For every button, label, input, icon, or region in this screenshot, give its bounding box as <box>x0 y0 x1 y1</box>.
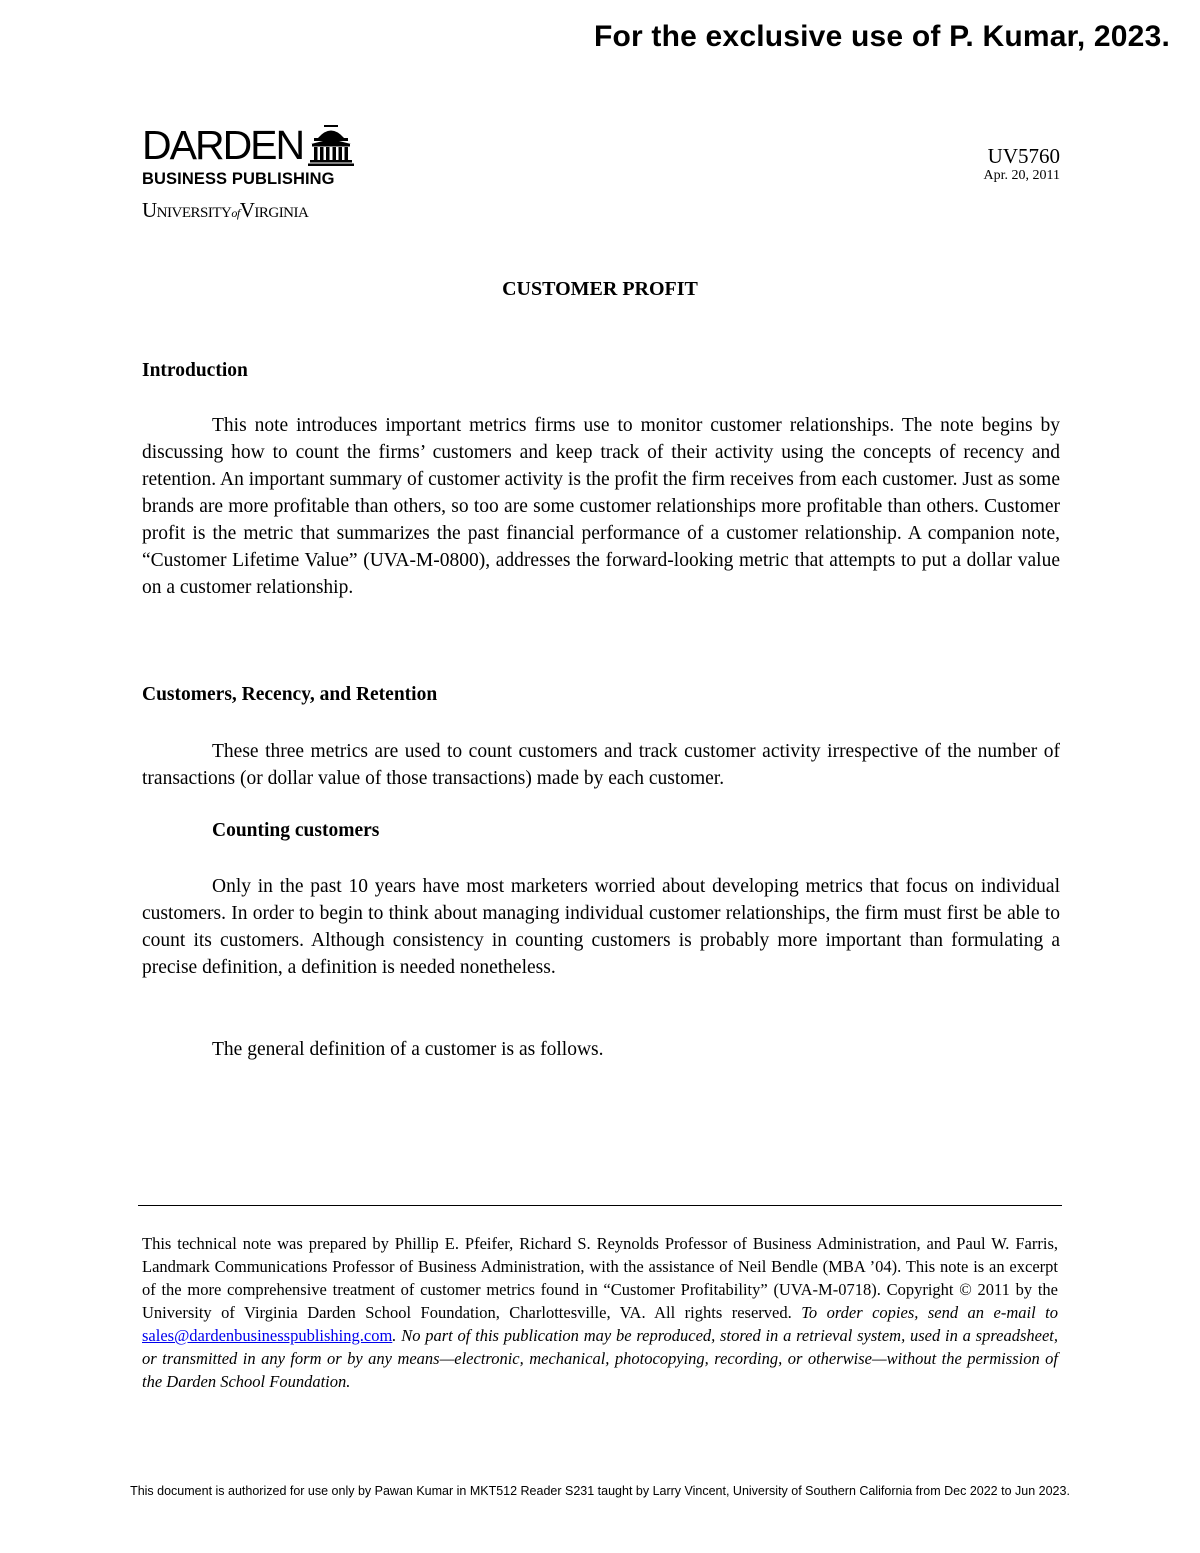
logo-darden-text: DARDEN <box>142 122 304 168</box>
crr-heading-block <box>142 684 1060 706</box>
section-heading-customers-recency-retention: Customers, Recency, and Retention <box>142 684 438 705</box>
definition-paragraph: The general definition of a customer is as follows. <box>212 1039 604 1060</box>
section-heading-introduction: Introduction <box>142 360 248 381</box>
logo-uva-of: of <box>231 206 240 220</box>
counting-heading-block <box>142 820 1060 842</box>
document-date: Apr. 20, 2011 <box>983 168 1060 183</box>
logo-business-publishing: BUSINESS PUBLISHING <box>142 170 335 188</box>
counting-block <box>142 873 1060 981</box>
document-code: UV5760 <box>987 144 1060 168</box>
counting-paragraph: Only in the past 10 years have most marketers worried about developing metrics that focus on individual customers. In order to begin to think about managing individual customer relationships, the firm must first be able to count its customers. Although consistency in counting customers is probably more important than formulating a precise definition, a definition is needed nonetheless. <box>142 876 1060 978</box>
footnote-order-text: To order copies, send an e-mail to <box>801 1303 1058 1322</box>
sales-email-link[interactable]: sales@dardenbusinesspublishing.com <box>142 1326 393 1345</box>
intro-heading <box>142 360 1060 382</box>
rotunda-icon <box>307 124 355 166</box>
logo-uva-u: U <box>142 198 157 222</box>
exclusive-use-watermark: For the exclusive use of P. Kumar, 2023. <box>593 20 1170 53</box>
intro-paragraph: This note introduces important metrics firms use to monitor customer relationships. The note begins by discussing how to count the firms’ customers and keep track of their activity using the concepts of recency and retention. An important summary of customer activity is the profit the firm receives from each customer. Just as some brands are more profitable than others, so too are some customer relationships more profitable than others. Customer profit is the metric that summarizes the past financial performance of a customer relationship. A companion note, “Customer Lifetime Value” (UVA-M-0800), addresses the forward-looking metric that attempts to put a dollar value on a customer relationship. <box>142 415 1060 598</box>
intro-block <box>142 412 1060 601</box>
footnote-divider <box>138 1205 1062 1206</box>
crr-paragraph: These three metrics are used to count customers and track customer activity irrespective of the number of transactions (or dollar value of those transactions) made by each customer. <box>142 741 1060 789</box>
footnote-text: This technical note was prepared by Phillip E. Pfeifer, Richard S. Reynolds Professor of Business Administration, and Paul W. Farris, Landmark Communications Professor of Business Administration, with the assistance of Neil Bendle (MBA ’04). This note is an excerpt of the more comprehensive treatment of customer metrics found in “Customer Profitability” (UVA-M-0718). Copyright © 2011 by the University of Virginia Darden School Foundation, Charlottesville, VA. All rights reserved. <box>142 1234 1058 1322</box>
authorization-notice: This document is authorized for use only by Pawan Kumar in MKT512 Reader S231 taught by Larry Vincent, University of Southern California from Dec 2022 to Jun 2023. <box>130 1484 1070 1498</box>
footnote-rights-text: No part of this publication may be reproduced, stored in a retrieval system, used in a spreadsheet, or transmitted in any form or by any means—electronic, mechanical, photocopying, recording, or otherwise—without the permission of the Darden School Foundation. <box>142 1326 1058 1391</box>
definition-block <box>142 1036 1060 1063</box>
document-identifier <box>984 145 1060 184</box>
logo-uva-irginia: IRGINIA <box>254 205 309 221</box>
subheading-counting-customers: Counting customers <box>212 820 380 841</box>
darden-logo <box>142 124 362 223</box>
logo-uva-niversity: NIVERSITY <box>156 205 232 221</box>
logo-uva-v: V <box>239 198 255 222</box>
crr-block <box>142 738 1060 792</box>
footnote: This technical note was prepared by Phillip E. Pfeifer, Richard S. Reynolds Professor of Business Administration, and Paul W. Farris, Landmark Communications Professor of Business Administration, with the assistance of Neil Bendle (MBA ’04). This note is an excerpt of the more comprehensive treatment of customer metrics found in “Customer Profitability” (UVA-M-0718). Copyright © 2011 by the University of Virginia Darden School Foundation, Charlottesville, VA. All rights reserved. To order copies, send an e-mail to sales@dardenbusinesspublishing.com. No part of this publication may be reproduced, stored in a retrieval system, used in a spreadsheet, or transmitted in any form or by any means—electronic, mechanical, photocopying, recording, or otherwise—without the permission of the Darden School Foundation. <box>142 1234 1058 1391</box>
logo-university-of-virginia <box>142 198 362 223</box>
document-title: CUSTOMER PROFIT <box>502 278 698 300</box>
logo-top-row <box>142 124 362 166</box>
